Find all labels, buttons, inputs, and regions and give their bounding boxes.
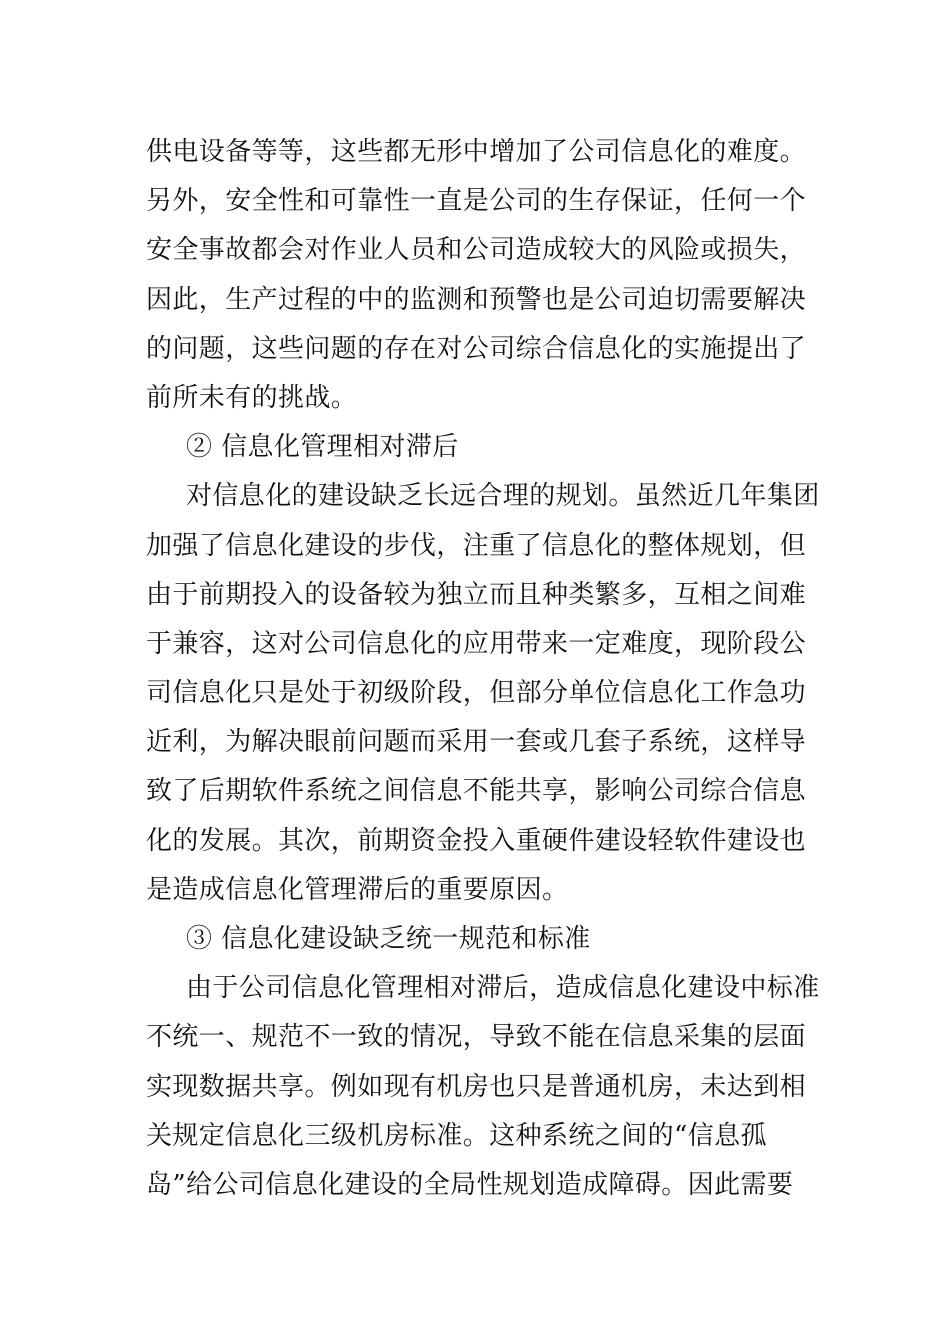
text-line: 前所未有的挑战。: [146, 382, 358, 413]
text-line: 不统一、规范不一致的情况，导致不能在信息采集的层面: [146, 1022, 807, 1053]
text-line: 的问题，这些问题的存在对公司综合信息化的实施提出了: [146, 333, 807, 364]
text-line: 司信息化只是处于初级阶段，但部分单位信息化工作急功: [146, 678, 807, 709]
text-line: 是造成信息化管理滞后的重要原因。: [146, 874, 569, 905]
text-line: 岛”给公司信息化建设的全局性规划造成障碍。因此需要: [146, 1169, 794, 1200]
document-body: [146, 128, 820, 1210]
text-line: 另外，安全性和可靠性一直是公司的生存保证，任何一个: [146, 186, 807, 217]
text-line: 由于前期投入的设备较为独立而且种类繁多，互相之间难: [146, 579, 807, 610]
text-line: 关规定信息化三级机房标准。这种系统之间的“信息孤: [146, 1120, 767, 1151]
paragraph-first-line: 由于公司信息化管理相对滞后，造成信息化建设中标准: [186, 973, 820, 1004]
text-line: 近利，为解决眼前问题而采用一套或几套子系统，这样导: [146, 727, 807, 758]
text-line: 因此，生产过程的中的监测和预警也是公司迫切需要解决: [146, 284, 807, 315]
text-line: 供电设备等等，这些都无形中增加了公司信息化的难度。: [146, 137, 807, 167]
section-heading-3: ③ 信息化建设缺乏统一规范和标准: [186, 924, 591, 954]
text-line: 致了后期软件系统之间信息不能共享，影响公司综合信息: [146, 776, 807, 807]
paragraph-first-line: 对信息化的建设缺乏长远合理的规划。虽然近几年集团: [186, 481, 820, 512]
section-heading-2: ② 信息化管理相对滞后: [186, 432, 459, 463]
text-line: 化的发展。其次，前期资金投入重硬件建设轻软件建设也: [146, 825, 807, 856]
text-line: 实现数据共享。例如现有机房也只是普通机房，未达到相: [146, 1071, 807, 1102]
text-line: 于兼容，这对公司信息化的应用带来一定难度，现阶段公: [146, 628, 807, 659]
text-line: 加强了信息化建设的步伐，注重了信息化的整体规划，但: [146, 530, 807, 561]
text-line: 安全事故都会对作业人员和公司造成较大的风险或损失，: [146, 235, 807, 266]
